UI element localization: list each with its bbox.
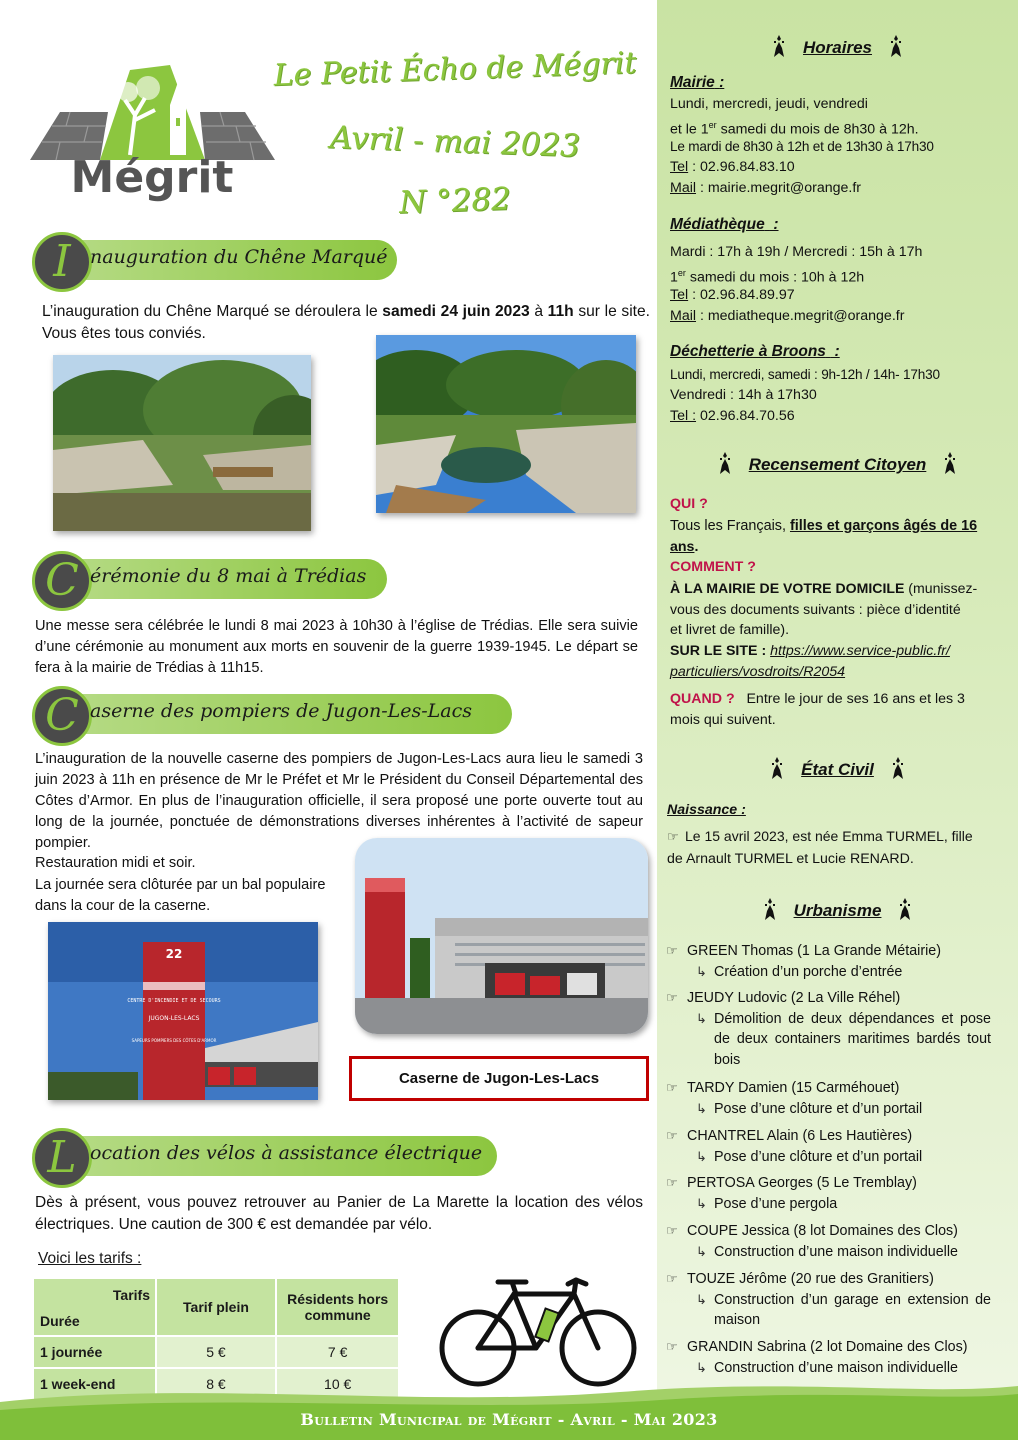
- urbanisme-item: ☞ TARDY Damien (15 Carméhouet) ↳ Pose d’une clôture et d’un portail: [666, 1078, 1001, 1119]
- section-title: érémonie du 8 mai à Trédias: [90, 565, 367, 587]
- urbanisme-title: Urbanisme: [657, 898, 1018, 921]
- mairie-tel: Tel : 02.96.84.83.10: [670, 159, 795, 175]
- qui-text-2: ans.: [670, 539, 699, 555]
- decheterie-heading: Déchetterie à Broons :: [670, 343, 840, 360]
- svg-text:CENTRE D'INCENDIE ET DE SECOUR: CENTRE D'INCENDIE ET DE SECOURS: [127, 998, 221, 1004]
- mairie-saturday: et le 1er samedi du mois de 8h30 à 12h.: [670, 120, 919, 138]
- table-row: 1 journée 5 € 7 €: [33, 1336, 399, 1368]
- footer-wave: [0, 1378, 1018, 1440]
- comment-text: À LA MAIRIE DE VOTRE DOMICILE (munissez-: [670, 580, 978, 596]
- pointing-hand-icon: ☞: [666, 1080, 678, 1095]
- pointing-hand-icon: ☞: [666, 1223, 678, 1238]
- return-arrow-icon: ↳: [696, 1195, 707, 1211]
- drop-cap: I: [32, 232, 92, 292]
- decheterie-friday: Vendredi : 14h à 17h30: [670, 387, 817, 403]
- urbanisme-item: ☞ CHANTREL Alain (6 Les Hautières) ↳ Pose d’une clôture et d’un portail: [666, 1126, 1001, 1167]
- return-arrow-icon: ↳: [696, 1359, 707, 1375]
- urbanisme-item: ☞ GRANDIN Sabrina (2 lot Domaine des Clos) ↳ Construction d’une maison individuelle: [666, 1337, 1001, 1378]
- svg-text:Mégrit: Mégrit: [70, 152, 234, 203]
- return-arrow-icon: ↳: [696, 1100, 707, 1116]
- caserne-bal: La journée sera clôturée par un bal populaire dans la cour de la caserne.: [35, 877, 326, 914]
- naissance-label: Naissance :: [667, 802, 746, 818]
- location-text: Dès à présent, vous pouvez retrouver au Panier de La Marette la location des vélos électriques. Une caution de 300 € est demandée par vélo.: [35, 1194, 643, 1233]
- quand-line-2: mois qui suivent.: [670, 712, 776, 728]
- ceremonie-text: Une messe sera célébrée le lundi 8 mai 2023 à 10h30 à l’église de Trédias. Elle sera suivie d’une cérémonie au monument aux morts en souvenir de la guerre 1939-1945. Le départ se fera à la mairie de Trédias à 11h15.: [35, 618, 638, 676]
- caserne-photo-2: [48, 922, 318, 1100]
- decheterie-hours: Lundi, mercredi, samedi : 9h-12h / 14h- 17h30: [670, 367, 940, 382]
- ermine-icon: [770, 757, 784, 779]
- pointing-hand-icon: ☞: [667, 829, 679, 844]
- urbanisme-item: ☞ JEUDY Ludovic (2 La Ville Réhel) ↳ Démolition de deux dépendances et pose de deux containers maritimes bardés tout bois: [666, 988, 1001, 1070]
- mairie-days: Lundi, mercredi, jeudi, vendredi: [670, 96, 868, 112]
- ermine-icon: [943, 452, 957, 474]
- chene-photo-1: [53, 355, 311, 531]
- chene-photo-2: [376, 335, 636, 513]
- pointing-hand-icon: ☞: [666, 1175, 678, 1190]
- mediatheque-hours: Mardi : 17h à 19h / Mercredi : 15h à 17h: [670, 244, 923, 260]
- electric-bike-icon: [436, 1274, 640, 1390]
- pointing-hand-icon: ☞: [666, 1339, 678, 1354]
- pointing-hand-icon: ☞: [666, 1271, 678, 1286]
- svg-text:JUGON-LES-LACS: JUGON-LES-LACS: [148, 1015, 200, 1022]
- caserne-text: L’inauguration de la nouvelle caserne des pompiers de Jugon-Les-Lacs aura lieu le samedi 3 juin 2023 à 11h en présence de Mr le Préfet et Mr le Président du Conseil Départemental des Côtes d’Armor. En plus de l’inauguration officielle, il sera proposé une porte ouverte tout au long de la journée, ponctuée de démonstrations diverses inhérentes à l’activité de sapeur pompier.: [35, 751, 643, 851]
- section-banner-location-velos: [32, 1128, 483, 1183]
- comment-label: COMMENT ?: [670, 559, 756, 575]
- site-line: SUR LE SITE : https://www.service-public.fr/: [670, 643, 950, 659]
- svg-text:22: 22: [165, 947, 183, 961]
- ermine-icon: [898, 898, 912, 920]
- megrit-logo: [30, 60, 275, 205]
- mairie-mail[interactable]: Mail : mairie.megrit@orange.fr: [670, 180, 862, 196]
- drop-cap: C: [32, 551, 92, 611]
- masthead-issue: N °282: [398, 181, 512, 221]
- return-arrow-icon: ↳: [696, 1010, 707, 1026]
- urbanisme-item: ☞ TOUZE Jérôme (20 rue des Granitiers) ↳ Construction d’un garage en extension de maison: [666, 1269, 1001, 1331]
- section-title: ocation des vélos à assistance électrique: [90, 1142, 483, 1164]
- tarif-corner: Tarifs Durée: [33, 1278, 156, 1336]
- urbanisme-item: ☞ PERTOSA Georges (5 Le Tremblay) ↳ Pose d’une pergola: [666, 1173, 1001, 1214]
- comment-text-3: et livret de famille).: [670, 622, 790, 638]
- mairie-tuesday: Le mardi de 8h30 à 12h et de 13h30 à 17h30: [670, 139, 934, 154]
- col-header-hors: Résidents hors commune: [276, 1278, 399, 1336]
- mairie-heading: Mairie :: [670, 74, 725, 91]
- table-row: 1 week-end 8 € 10 €: [33, 1368, 399, 1400]
- return-arrow-icon: ↳: [696, 1243, 707, 1259]
- mediatheque-tel: Tel : 02.96.84.89.97: [670, 287, 795, 303]
- ermine-icon: [891, 757, 905, 779]
- caserne-restauration: Restauration midi et soir.: [35, 855, 196, 871]
- qui-text: Tous les Français, filles et garçons âgés de 16: [670, 518, 978, 534]
- pointing-hand-icon: ☞: [666, 1128, 678, 1143]
- section-title: nauguration du Chêne Marqué: [90, 246, 388, 268]
- return-arrow-icon: ↳: [696, 1291, 707, 1307]
- pointing-hand-icon: ☞: [666, 990, 678, 1005]
- svg-text:SAPEURS POMPIERS DES CÔTES D'A: SAPEURS POMPIERS DES CÔTES D'ARMOR: [131, 1038, 217, 1043]
- quand-line: QUAND ? Entre le jour de ses 16 ans et les 3: [670, 691, 965, 707]
- naissance-line-2: de Arnault TURMEL et Lucie RENARD.: [667, 851, 914, 867]
- mediatheque-mail[interactable]: Mail : mediatheque.megrit@orange.fr: [670, 308, 905, 324]
- section-banner-caserne: [32, 686, 487, 741]
- inauguration-text: L’inauguration du Chêne Marqué se déroulera le samedi 24 juin 2023 à 11h sur le site. Vous êtes tous conviés.: [42, 303, 650, 342]
- ermine-icon: [889, 35, 903, 57]
- service-public-link[interactable]: https://www.service-public.fr/: [770, 643, 950, 659]
- col-header-plein: Tarif plein: [156, 1278, 277, 1336]
- site-line-2[interactable]: particuliers/vosdroits/R2054: [670, 664, 846, 680]
- recensement-title: Recensement Citoyen: [657, 452, 1018, 475]
- section-banner-inauguration: [32, 232, 402, 287]
- ermine-icon: [763, 898, 777, 920]
- section-banner-ceremonie: [32, 551, 367, 606]
- section-title: aserne des pompiers de Jugon-Les-Lacs: [90, 700, 473, 722]
- drop-cap: C: [32, 686, 92, 746]
- urbanisme-item: ☞ GREEN Thomas (1 La Grande Métairie) ↳ Création d’un porche d’entrée: [666, 941, 1001, 982]
- etat-civil-title: État Civil: [657, 757, 1018, 780]
- mediatheque-saturday: 1er samedi du mois : 10h à 12h: [670, 268, 865, 286]
- pointing-hand-icon: ☞: [666, 943, 678, 958]
- ermine-icon: [718, 452, 732, 474]
- comment-text-2: vous des documents suivants : pièce d’identité: [670, 601, 961, 617]
- qui-label: QUI ?: [670, 496, 708, 512]
- urbanisme-item: ☞ COUPE Jessica (8 lot Domaines des Clos) ↳ Construction d’une maison individuelle: [666, 1221, 1001, 1262]
- mediatheque-heading: Médiathèque :: [670, 216, 779, 233]
- ermine-icon: [772, 35, 786, 57]
- return-arrow-icon: ↳: [696, 1148, 707, 1164]
- masthead-title: Le Petit Écho de Mégrit: [273, 45, 637, 94]
- tarif-label: Voici les tarifs :: [38, 1250, 142, 1267]
- decheterie-tel: Tel : 02.96.84.70.56: [670, 408, 795, 424]
- footer-text: Bulletin Municipal de Mégrit - Avril - Mai 2023: [300, 1410, 718, 1429]
- drop-cap: L: [32, 1128, 92, 1188]
- caserne-caption: Caserne de Jugon-Les-Lacs: [349, 1056, 649, 1101]
- caserne-photo-1: [355, 838, 648, 1034]
- horaires-title: Horaires: [657, 35, 1018, 58]
- return-arrow-icon: ↳: [696, 963, 707, 979]
- naissance-line-1: ☞ Le 15 avril 2023, est née Emma TURMEL, fille: [667, 826, 973, 847]
- masthead-date: Avril - mai 2023: [329, 119, 581, 165]
